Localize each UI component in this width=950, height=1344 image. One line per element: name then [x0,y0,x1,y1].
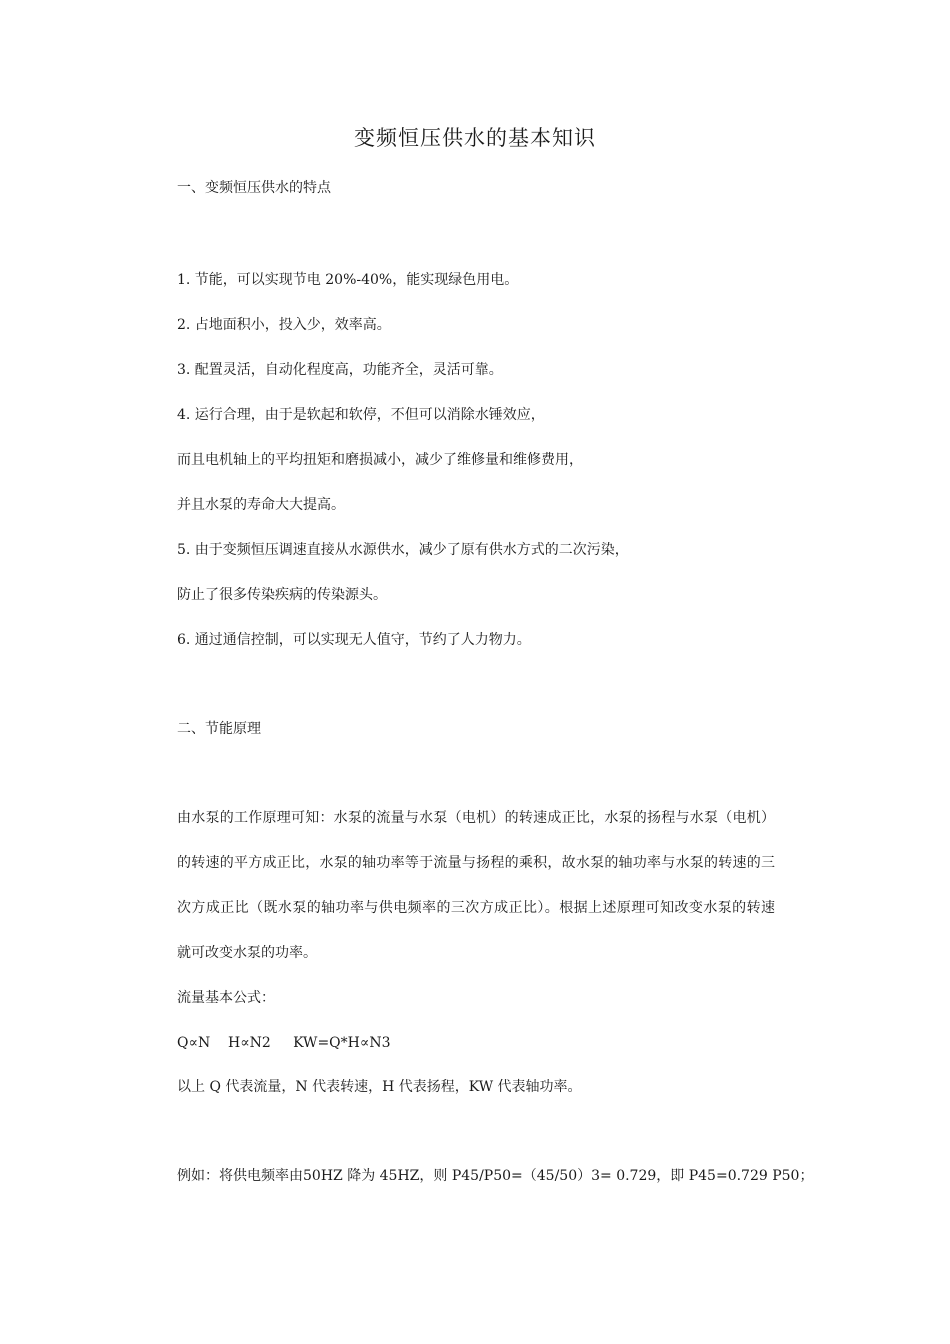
feature-line: 2. 占地面积小，投入少，效率高。 [177,317,391,333]
feature-line: 5. 由于变频恒压调速直接从水源供水，减少了原有供水方式的二次污染， [177,542,629,558]
principle-paragraph-line: 次方成正比（既水泵的轴功率与供电频率的三次方成正比）。根据上述原理可知改变水泵的转速 [177,900,775,916]
feature-line: 3. 配置灵活，自动化程度高，功能齐全，灵活可靠。 [177,362,503,378]
example-line: 例如：将供电频率由50HZ 降为 45HZ，则 P45/P50=（45/50）3= 0.729，即 P45=0.729 P50； [177,1168,814,1184]
principle-paragraph-line: 就可改变水泵的功率。 [177,945,317,961]
feature-line: 6. 通过通信控制，可以实现无人值守，节约了人力物力。 [177,632,531,648]
feature-line: 并且水泵的寿命大大提高。 [177,497,345,513]
feature-line: 4. 运行合理，由于是软起和软停，不但可以消除水锤效应， [177,407,545,423]
feature-line: 而且电机轴上的平均扭矩和磨损减小，减少了维修量和维修费用， [177,452,583,468]
feature-line: 防止了很多传染疾病的传染源头。 [177,587,387,603]
page-title: 变频恒压供水的基本知识 [354,126,596,150]
formula-label: 流量基本公式： [177,990,275,1006]
section-heading-principle: 二、节能原理 [177,721,261,737]
principle-paragraph-line: 的转速的平方成正比，水泵的轴功率等于流量与扬程的乘积，故水泵的轴功率与水泵的转速的三 [177,855,775,871]
principle-paragraph-line: 由水泵的工作原理可知：水泵的流量与水泵（电机）的转速成正比，水泵的扬程与水泵（电机） [177,810,775,826]
formula: Q∝N H∝N2 KW=Q*H∝N3 [177,1035,391,1051]
section-heading-features: 一、变频恒压供水的特点 [177,180,331,196]
feature-line: 1. 节能，可以实现节电 20%-40%，能实现绿色用电。 [177,272,519,288]
formula-legend: 以上 Q 代表流量，N 代表转速，H 代表扬程，KW 代表轴功率。 [177,1079,582,1095]
